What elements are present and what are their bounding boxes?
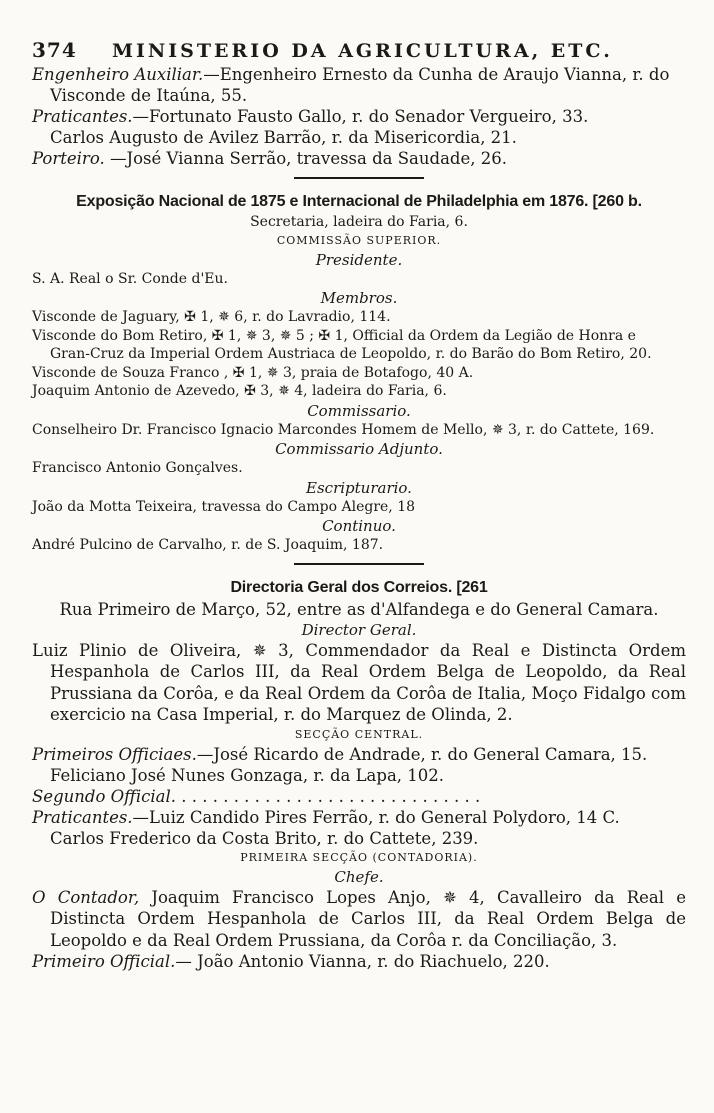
section-divider [294, 177, 424, 179]
entry-engenheiro [32, 64, 686, 85]
entry-continuation: Carlos Frederico da Costa Brito, r. do Cattete, 239. [50, 828, 479, 848]
page-number: 374 [32, 38, 77, 62]
entry-praticantes [32, 807, 686, 828]
role-label: O Contador, [32, 887, 140, 907]
role-label: Primeiro Official. [32, 952, 176, 971]
section-title-exposicao: Exposição Nacional de 1875 e Internacional de Philadelphia em 1876. [260 b. [76, 193, 642, 210]
entry-text: Joaquim Francisco Lopes Anjo, ✵ 4, Cavalleiro da Real e Distincta Ordem Hespanhola de Carlos III, da Real Ordem Belga de Leopoldo e da Real Ordem Prussiana, da Corôa r. da Conciliação, 3. [50, 887, 686, 950]
entry-text: —Luiz Candido Pires Ferrão, r. do General Polydoro, 14 C. [132, 807, 620, 827]
subsection-label: Chefe. [334, 867, 384, 886]
entry-segundo-official [32, 786, 686, 807]
section-address: Rua Primeiro de Março, 52, entre as d'Alfandega e do General Camara. [59, 599, 659, 619]
entry-text: —José Vianna Serrão, travessa da Saudade, 26. [104, 149, 507, 168]
role-label: Praticantes. [32, 107, 133, 126]
entry-text: —Engenheiro Ernesto da Cunha de Araujo Vianna, r. do [203, 65, 670, 84]
role-label: Praticantes. [32, 807, 133, 827]
subsection-label: Commissario Adjunto. [275, 440, 443, 458]
entry-text: —José Ricardo de Andrade, r. do General Camara, 15. [196, 744, 648, 764]
entry-text: — João Antonio Vianna, r. do Riachuelo, 220. [175, 952, 550, 971]
entry-primeiros-officiaes [32, 744, 686, 765]
entry-text: —Fortunato Fausto Gallo, r. do Senador Vergueiro, 33. [132, 107, 589, 126]
entry-membro: Joaquim Antonio de Azevedo, ✠ 3, ✵ 4, ladeira do Faria, 6. [32, 383, 447, 399]
entry-adjunto: Francisco Antonio Gonçalves. [32, 460, 243, 476]
role-label: Engenheiro Auxiliar. [32, 65, 204, 84]
entry-membro: Visconde de Souza Franco , ✠ 1, ✵ 3, praia de Botafogo, 40 A. [32, 364, 474, 381]
entry-membro-continuation: Gran-Cruz da Imperial Ordem Austriaca de Leopoldo, r. do Barão do Bom Retiro, 20. [50, 346, 652, 362]
entry-commissario: Conselheiro Dr. Francisco Ignacio Marcondes Homem de Mello, ✵ 3, r. do Cattete, 169. [32, 421, 655, 438]
role-label: Segundo Official. [32, 786, 176, 806]
entry-continuation: Visconde de Itaúna, 55. [50, 86, 248, 105]
running-header [32, 38, 686, 62]
entry-continuo: André Pulcino de Carvalho, r. de S. Joaquim, 187. [32, 537, 384, 553]
section-address: Secretaria, ladeira do Faria, 6. [250, 214, 468, 230]
subsection-label: Membros. [320, 289, 398, 307]
subsection-label: Escripturario. [306, 478, 412, 497]
entry-membro: Visconde de Jaguary, ✠ 1, ✵ 6, r. do Lavradio, 114. [32, 309, 391, 325]
subsection-heading: PRIMEIRA SECÇÃO (CONTADORIA). [240, 850, 478, 864]
leader-dots: . . . . . . . . . . . . . . . . . . . . . . . . . . . . . [176, 786, 481, 806]
subsection-label: Commissario. [307, 401, 411, 420]
running-title: MINISTERIO DA AGRICULTURA, ETC. [112, 40, 613, 62]
entry-membro: Visconde do Bom Retiro, ✠ 1, ✵ 3, ✵ 5 ; ✠ 1, Official da Ordem da Legião de Honra e [32, 327, 636, 344]
entry-continuation: Feliciano José Nunes Gonzaga, r. da Lapa, 102. [50, 765, 445, 785]
entry-director: Luiz Plinio de Oliveira, ✵ 3, Commendador da Real e Distincta Ordem Hespanhola de Carlos III, da Real Ordem Belga de Leopoldo, da Real Prussiana da Corôa, e da Real Ordem da Corôa de Italia, Moço Fidalgo com exercicio na Casa Imperial, r. do Marquez de Olinda, 2. [32, 640, 686, 724]
entry-primeiro-official [32, 951, 686, 972]
entry-continuation: Carlos Augusto de Avilez Barrão, r. da Misericordia, 21. [50, 128, 517, 147]
entry-presidente: S. A. Real o Sr. Conde d'Eu. [32, 270, 228, 287]
subsection-heading: COMMISSÃO SUPERIOR. [276, 233, 442, 247]
subsection-label: Presidente. [315, 250, 403, 269]
entry-contador [32, 887, 686, 952]
role-label: Primeiros Officiaes. [32, 744, 197, 764]
entry-praticantes [32, 106, 686, 127]
subsection-label: Continuo. [322, 517, 396, 535]
entry-escripturario: João da Motta Teixeira, travessa do Campo Alegre, 18 [32, 498, 416, 515]
role-label: Porteiro. [32, 149, 105, 168]
subsection-heading: SECÇÃO CENTRAL. [294, 727, 424, 741]
entry-porteiro [32, 148, 686, 169]
subsection-label: Director Geral. [301, 620, 417, 639]
section-divider [294, 563, 424, 565]
section-title-correios: Directoria Geral dos Correios. [261 [230, 578, 488, 596]
